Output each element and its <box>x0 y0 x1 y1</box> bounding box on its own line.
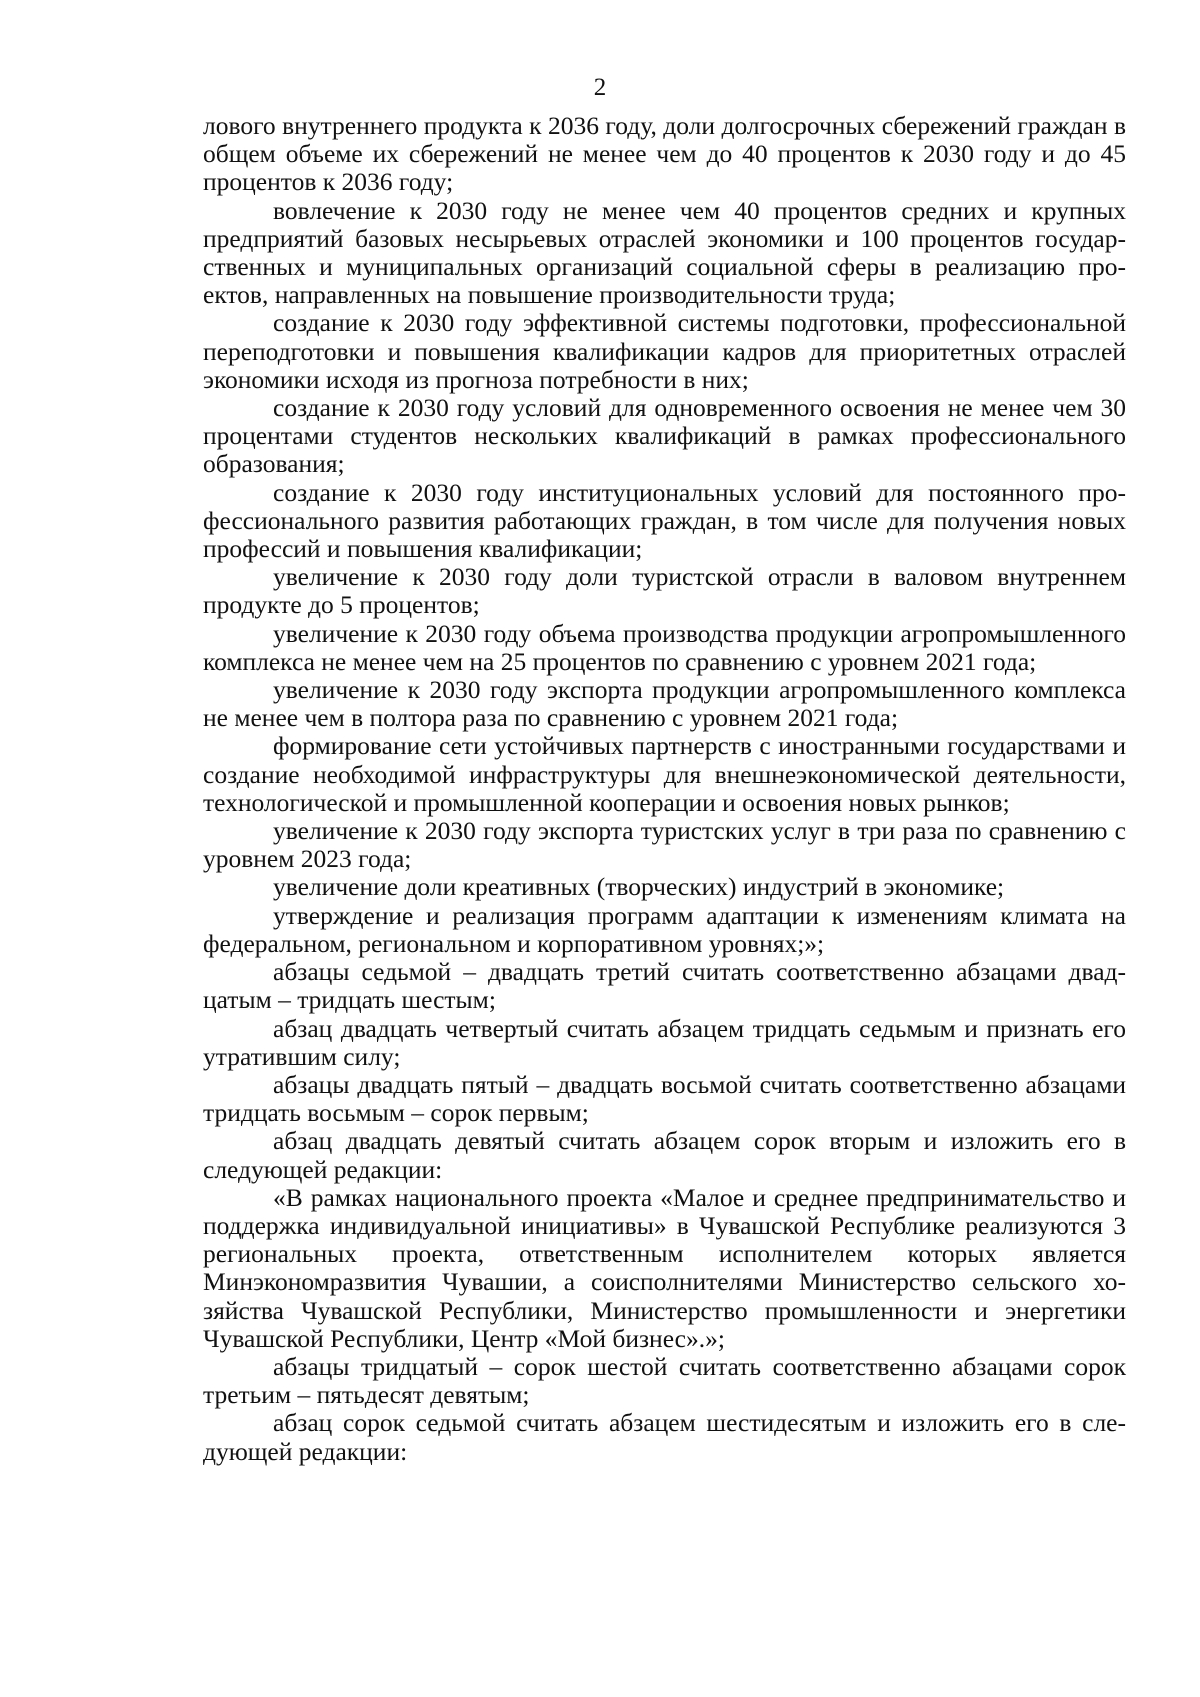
paragraph-tourism-export: увеличение к 2030 году экспорта туристских услуг в три раза по сравнению с уровнем 2023 года; <box>203 816 1126 874</box>
paragraph-professional-development: создание к 2030 году институциональных условий для постоянного профессионального развития работающих граждан, в том числе для получения новых профессий и повышения квалификации; <box>203 477 1126 564</box>
page-number: 2 <box>593 74 607 101</box>
paragraph-renumbering-47: абзац сорок седьмой считать абзацем шестидесятым и изложить его в следующей редакции: <box>203 1408 1126 1466</box>
paragraph-creative-industries: увеличение доли креативных (творческих) индустрий в экономике; <box>273 872 1005 902</box>
paragraph-renumbering-30-46: абзацы тридцатый – сорок шестой считать соответственно абзацами сорок третьим – пятьдесят девятым; <box>203 1351 1126 1410</box>
paragraph-renumbering-25-28: абзацы двадцать пятый – двадцать восьмой считать соответственно абзацами тридцать восьмым – сорок первым; <box>203 1069 1126 1128</box>
paragraph-tourism-share: увеличение к 2030 году доли туристской отрасли в валовом внутреннем продукте до 5 процентов; <box>203 562 1126 620</box>
paragraph-renumbering-7-23: абзацы седьмой – двадцать третий считать соответственно абзацами двадцатым – тридцать шестым; <box>203 957 1126 1015</box>
paragraph-training-system: создание к 2030 году эффективной системы подготовки, профессиональной переподготовки и повышения квалификации кадров для приоритетных отраслей экономики исходя из прогноза потребности в них; <box>203 308 1126 394</box>
paragraph-partnerships: формирование сети устойчивых партнерств с иностранными государствами и создание необходимой инфраструктуры для внешнеэкономической деятельности, технологической и промышленной кооперации и освоения новых рынков; <box>203 731 1126 817</box>
document-body <box>203 112 1126 1466</box>
paragraph-national-project-quote: «В рамках национального проекта «Малое и среднее предпринимательство и поддержка индивидуальной инициативы» в Чувашской Республике реализуются 3 региональных проекта, ответственным исполнителем которых является Минэкономразвития Чувашии, а соисполнителями Министерство сельского хозяйства Чувашской Республики, Министерство промышленности и энергетики Чувашской Республики, Центр «Мой бизнес».»; <box>203 1182 1126 1353</box>
paragraph-labor-productivity: вовлечение к 2030 году не менее чем 40 процентов средних и крупных предприятий базовых несырьевых отраслей экономики и 100 процентов государственных и муниципальных организаций социальной сферы в реализацию проектов, направленных на повышение производительности труда; <box>203 195 1126 310</box>
paragraph-continuation: лового внутреннего продукта к 2036 году, доли долгосрочных сбережений граждан в общем объеме их сбережений не менее чем до 40 процентов к 2030 году и до 45 процентов к 2036 году; <box>203 111 1126 197</box>
paragraph-renumbering-29: абзац двадцать девятый считать абзацем сорок вторым и изложить его в следующей редакции: <box>203 1126 1126 1184</box>
paragraph-agro-export: увеличение к 2030 году экспорта продукции агропромышленного комплекса не менее чем в полтора раза по сравнению с уровнем 2021 года; <box>203 675 1126 733</box>
paragraph-agro-production: увеличение к 2030 году объема производства продукции агропромышленного комплекса не менее чем на 25 процентов по сравнению с уровнем 2021 года; <box>203 618 1126 676</box>
paragraph-climate-adaptation: утверждение и реализация программ адаптации к изменениям климата на федеральном, региональном и корпоративном уровнях;»; <box>203 900 1126 958</box>
paragraph-student-qualifications: создание к 2030 году условий для одновременного освоения не менее чем 30 процентами студентов нескольких квалификаций в рамках профессионального образования; <box>203 393 1126 479</box>
paragraph-renumbering-24: абзац двадцать четвертый считать абзацем тридцать седьмым и признать его утратившим силу; <box>203 1013 1126 1071</box>
